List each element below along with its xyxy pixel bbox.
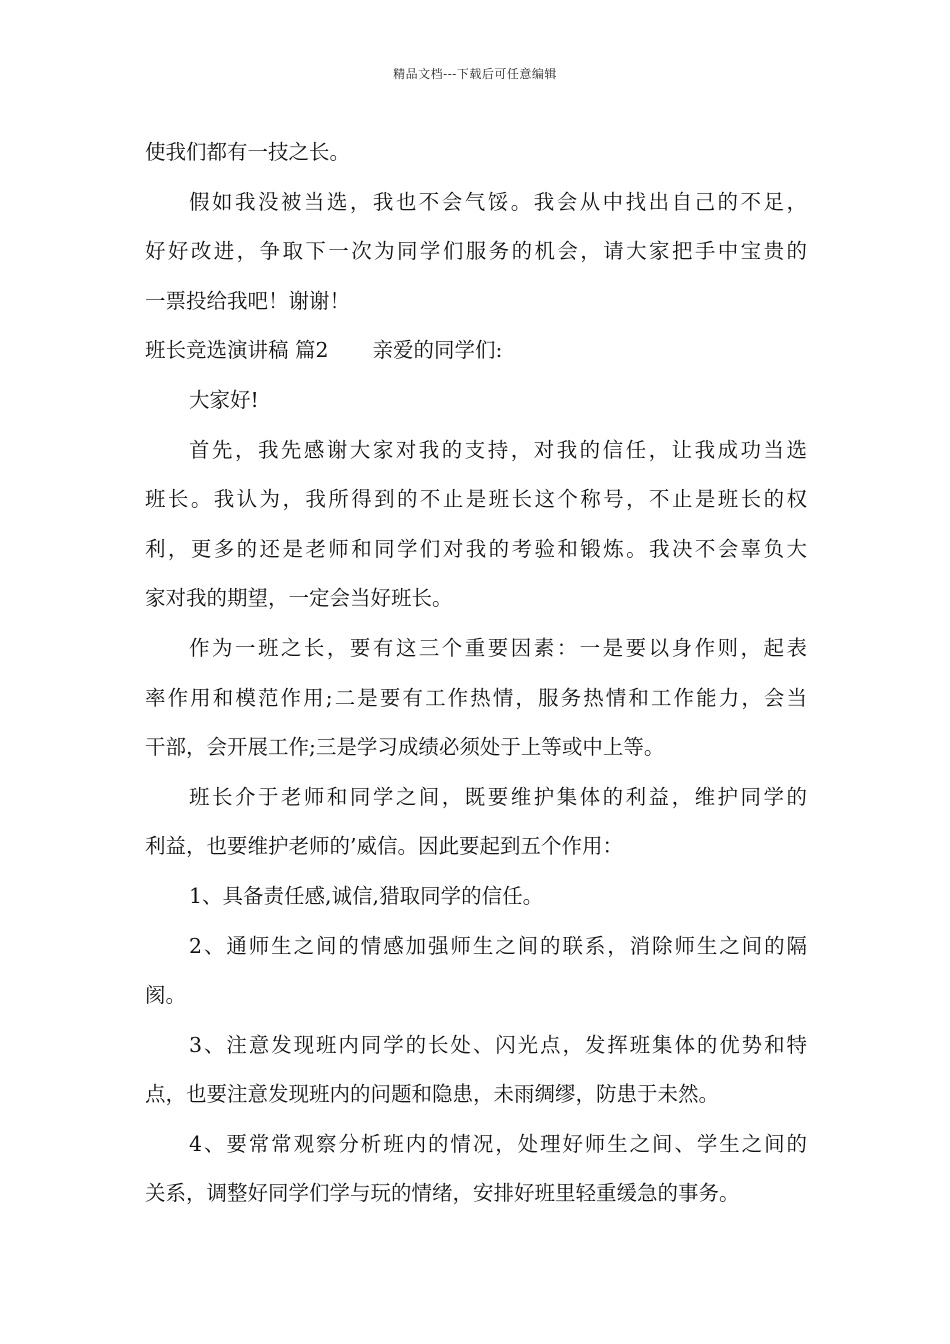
paragraph-line: 班长。我认为，我所得到的不止是班长这个称号，不止是班长的权 bbox=[145, 487, 807, 512]
paragraph-line: 关系，调整好同学们学与玩的情绪，安排好班里轻重缓急的事务。 bbox=[145, 1181, 740, 1206]
salutation: 亲爱的同学们: bbox=[372, 338, 503, 363]
paragraph-line: 家对我的期望，一定会当好班长。 bbox=[145, 586, 453, 611]
paragraph-line: 阂。 bbox=[145, 983, 186, 1008]
paragraph-line: 大家好! bbox=[189, 387, 259, 412]
section-heading bbox=[145, 326, 807, 376]
page-header: 精品文档---下载后可任意编辑 bbox=[393, 67, 557, 81]
paragraph-line: 一票投给我吧！谢谢！ bbox=[145, 288, 350, 313]
document-body bbox=[145, 128, 807, 1219]
list-item: 3、注意发现班内同学的长处、闪光点，发挥班集体的优势和特 bbox=[189, 1032, 807, 1057]
paragraph-line: 假如我没被当选，我也不会气馁。我会从中找出自己的不足， bbox=[189, 189, 807, 214]
section-title: 班长竞选演讲稿 篇2 bbox=[145, 338, 329, 363]
paragraph-line: 作为一班之长，要有这三个重要因素：一是要以身作则，起表 bbox=[189, 635, 807, 660]
paragraph-line: 干部，会开展工作;三是学习成绩必须处于上等或中上等。 bbox=[145, 735, 665, 760]
paragraph-line: 率作用和模范作用;二是要有工作热情，服务热情和工作能力，会当 bbox=[145, 685, 807, 710]
list-item: 4、要常常观察分析班内的情况，处理好师生之间、学生之间的 bbox=[189, 1131, 807, 1156]
paragraph-line: 好好改进，争取下一次为同学们服务的机会，请大家把手中宝贵的 bbox=[145, 239, 807, 264]
paragraph-line: 使我们都有一技之长。 bbox=[145, 140, 350, 164]
paragraph-line: 利益，也要维护老师的’威信。因此要起到五个作用： bbox=[145, 834, 624, 859]
list-item: 2、通师生之间的情感加强师生之间的联系，消除师生之间的隔 bbox=[189, 933, 807, 958]
paragraph-line: 利，更多的还是老师和同学们对我的考验和锻炼。我决不会辜负大 bbox=[145, 536, 807, 561]
list-item: 1、具备责任感,诚信,猎取同学的信任。 bbox=[189, 883, 544, 908]
paragraph-line: 首先，我先感谢大家对我的支持，对我的信任，让我成功当选 bbox=[189, 437, 807, 462]
paragraph-line: 点，也要注意发现班内的问题和隐患，未雨绸缪，防患于未然。 bbox=[145, 1082, 719, 1107]
paragraph-line: 班长介于老师和同学之间，既要维护集体的利益，维护同学的 bbox=[189, 784, 807, 809]
